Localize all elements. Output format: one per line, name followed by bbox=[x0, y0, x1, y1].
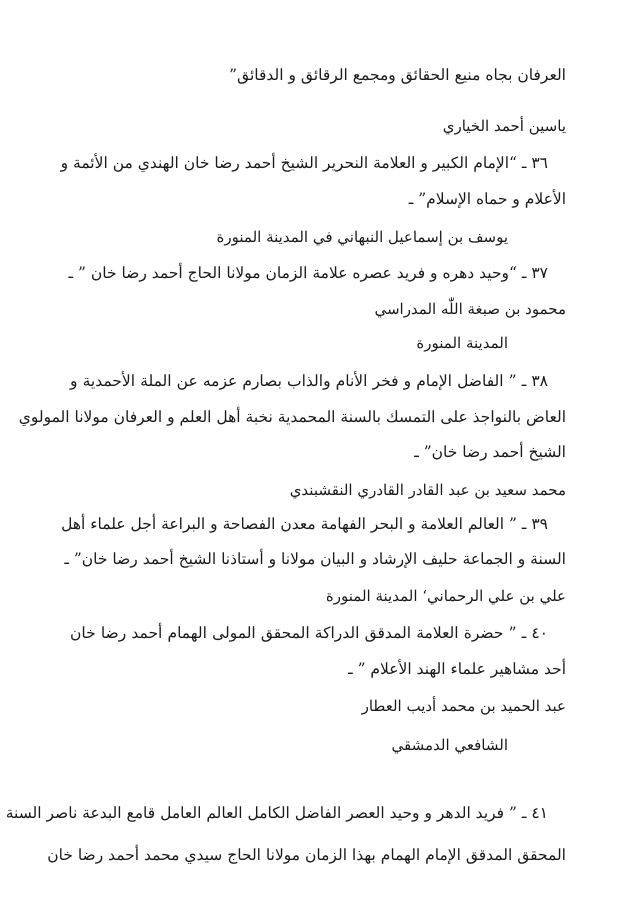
text-line-10: العاض بالنواجذ على التمسك بالسنة المحمدية نخبة أهل العلم و العرفان مولانا المولوي bbox=[18, 408, 566, 426]
text-line-1: العرفان بجاه منيع الحقائق ومجمع الرقائق و الدقائق” bbox=[229, 66, 566, 84]
text-line-6: ٣٧ ـ “وحيد دهره و فريد عصره علامة الزمان مولانا الحاج أحمد رضا خان ” ـ bbox=[68, 264, 548, 282]
text-line-3: ٣٦ ـ “الإمام الكبير و العلامة النحرير الشيخ أحمد رضا خان الهندي من الأئمة و bbox=[60, 154, 548, 172]
signature-line-7: عبد الحميد بن محمد أديب العطار bbox=[361, 697, 566, 715]
text-line-4: الأعلام و حماه الإسلام” ـ bbox=[408, 190, 566, 208]
text-line-20: ٤١ ـ ” فريد الدهر و وحيد العصر الفاضل الكامل العالم العامل قامع البدعة ناصر السنة bbox=[5, 804, 548, 822]
text-line-17: أحد مشاهير علماء الهند الأعلام ” ـ bbox=[348, 660, 566, 678]
text-line-11: الشيخ أحمد رضا خان” ـ bbox=[414, 443, 566, 461]
text-line-14: السنة و الجماعة حليف الإرشاد و البيان مولانا و أستاذنا الشيخ أحمد رضا خان” ـ bbox=[64, 550, 566, 568]
signature-line-8: الشافعي الدمشقي bbox=[391, 736, 508, 754]
signature-line-6: علي بن علي الرحمانيʻ المدينة المنورة bbox=[325, 587, 566, 605]
signature-line-3: محمود بن صبغة اللّٰه المدراسي bbox=[374, 300, 566, 318]
signature-line-2: يوسف بن إسماعيل النبهاني في المدينة المنورة bbox=[216, 228, 508, 246]
text-line-16: ٤٠ ـ ” حضرة العلامة المدقق الدراكة المحقق المولى الهمام أحمد رضا خان bbox=[70, 624, 548, 642]
signature-line-5: محمد سعيد بن عبد القادر القادري النقشبندي bbox=[289, 481, 566, 499]
signature-line-4: المدينة المنورة bbox=[416, 334, 508, 352]
signature-line-1: ياسين أحمد الخياري bbox=[442, 117, 566, 135]
text-line-21: المحقق المدقق الإمام الهمام بهذا الزمان مولانا الحاج سيدي محمد أحمد رضا خان bbox=[47, 846, 566, 864]
text-line-13: ٣٩ ـ ” العالم العلامة و البحر الفهامة معدن الفصاحة و البراعة أجل علماء أهل bbox=[61, 515, 548, 533]
text-line-9: ٣٨ ـ ” الفاضل الإمام و فخر الأنام والذاب بصارم عزمه عن الملة الأحمدية و bbox=[70, 372, 548, 390]
